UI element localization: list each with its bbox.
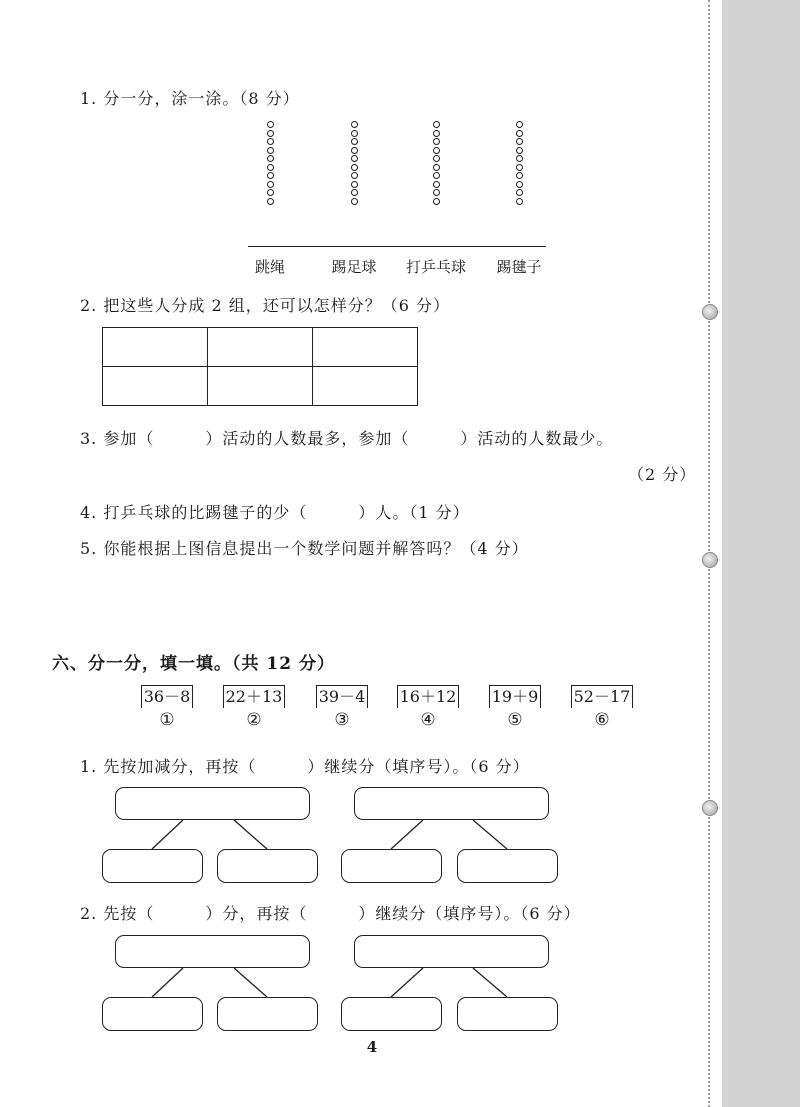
question-1: 1. 分一分，涂一涂。（8 分）	[80, 89, 300, 108]
expression: 36－8	[141, 685, 194, 708]
section-6-question-1: 1. 先按加减分，再按（ ）继续分（填序号）。（6 分）	[80, 757, 530, 776]
group-box-left[interactable]	[102, 997, 203, 1031]
expression: 16＋12	[397, 685, 460, 708]
category-label: 打乒乓球	[405, 258, 466, 276]
category-label: 踢足球	[331, 258, 377, 276]
expression: 39－4	[316, 685, 369, 708]
expression: 19＋9	[489, 685, 542, 708]
question-2: 2. 把这些人分成 2 组，还可以怎样分？（6 分）	[80, 296, 450, 315]
expression-number: ⑥	[594, 710, 610, 730]
question-3: 3. 参加（ ）活动的人数最多，参加（ ）活动的人数最少。	[80, 429, 614, 448]
group-box-left[interactable]	[341, 849, 442, 883]
group-box-top[interactable]	[115, 787, 310, 820]
expression-number: ⑤	[507, 710, 523, 730]
expression-number: ②	[246, 710, 262, 730]
group-box-right[interactable]	[457, 997, 558, 1031]
group-box-top[interactable]	[354, 935, 549, 968]
page-number: 4	[366, 1038, 378, 1056]
expression: 22＋13	[223, 685, 286, 708]
group-box-top[interactable]	[115, 935, 310, 968]
group-box-right[interactable]	[457, 849, 558, 883]
question-4: 4. 打乒乓球的比踢毽子的少（ ）人。（1 分）	[80, 503, 470, 522]
category-label: 跳绳	[254, 258, 285, 276]
expression: 52－17	[571, 685, 634, 708]
question-5: 5. 你能根据上图信息提出一个数学问题并解答吗？（4 分）	[80, 539, 529, 558]
group-box-top[interactable]	[354, 787, 549, 820]
group-box-left[interactable]	[102, 849, 203, 883]
category-label: 踢毽子	[496, 258, 542, 276]
expression-number: ①	[159, 710, 175, 730]
group-box-right[interactable]	[217, 849, 318, 883]
expression-number: ④	[420, 710, 436, 730]
question-3-score: （2 分）	[628, 465, 697, 484]
expression-number: ③	[334, 710, 350, 730]
section-6-question-2: 2. 先按（ ）分，再按（ ）继续分（填序号）。（6 分）	[80, 904, 581, 923]
group-box-left[interactable]	[341, 997, 442, 1031]
section-6-title: 六、分一分，填一填。（共 12 分）	[52, 654, 335, 674]
group-box-right[interactable]	[217, 997, 318, 1031]
